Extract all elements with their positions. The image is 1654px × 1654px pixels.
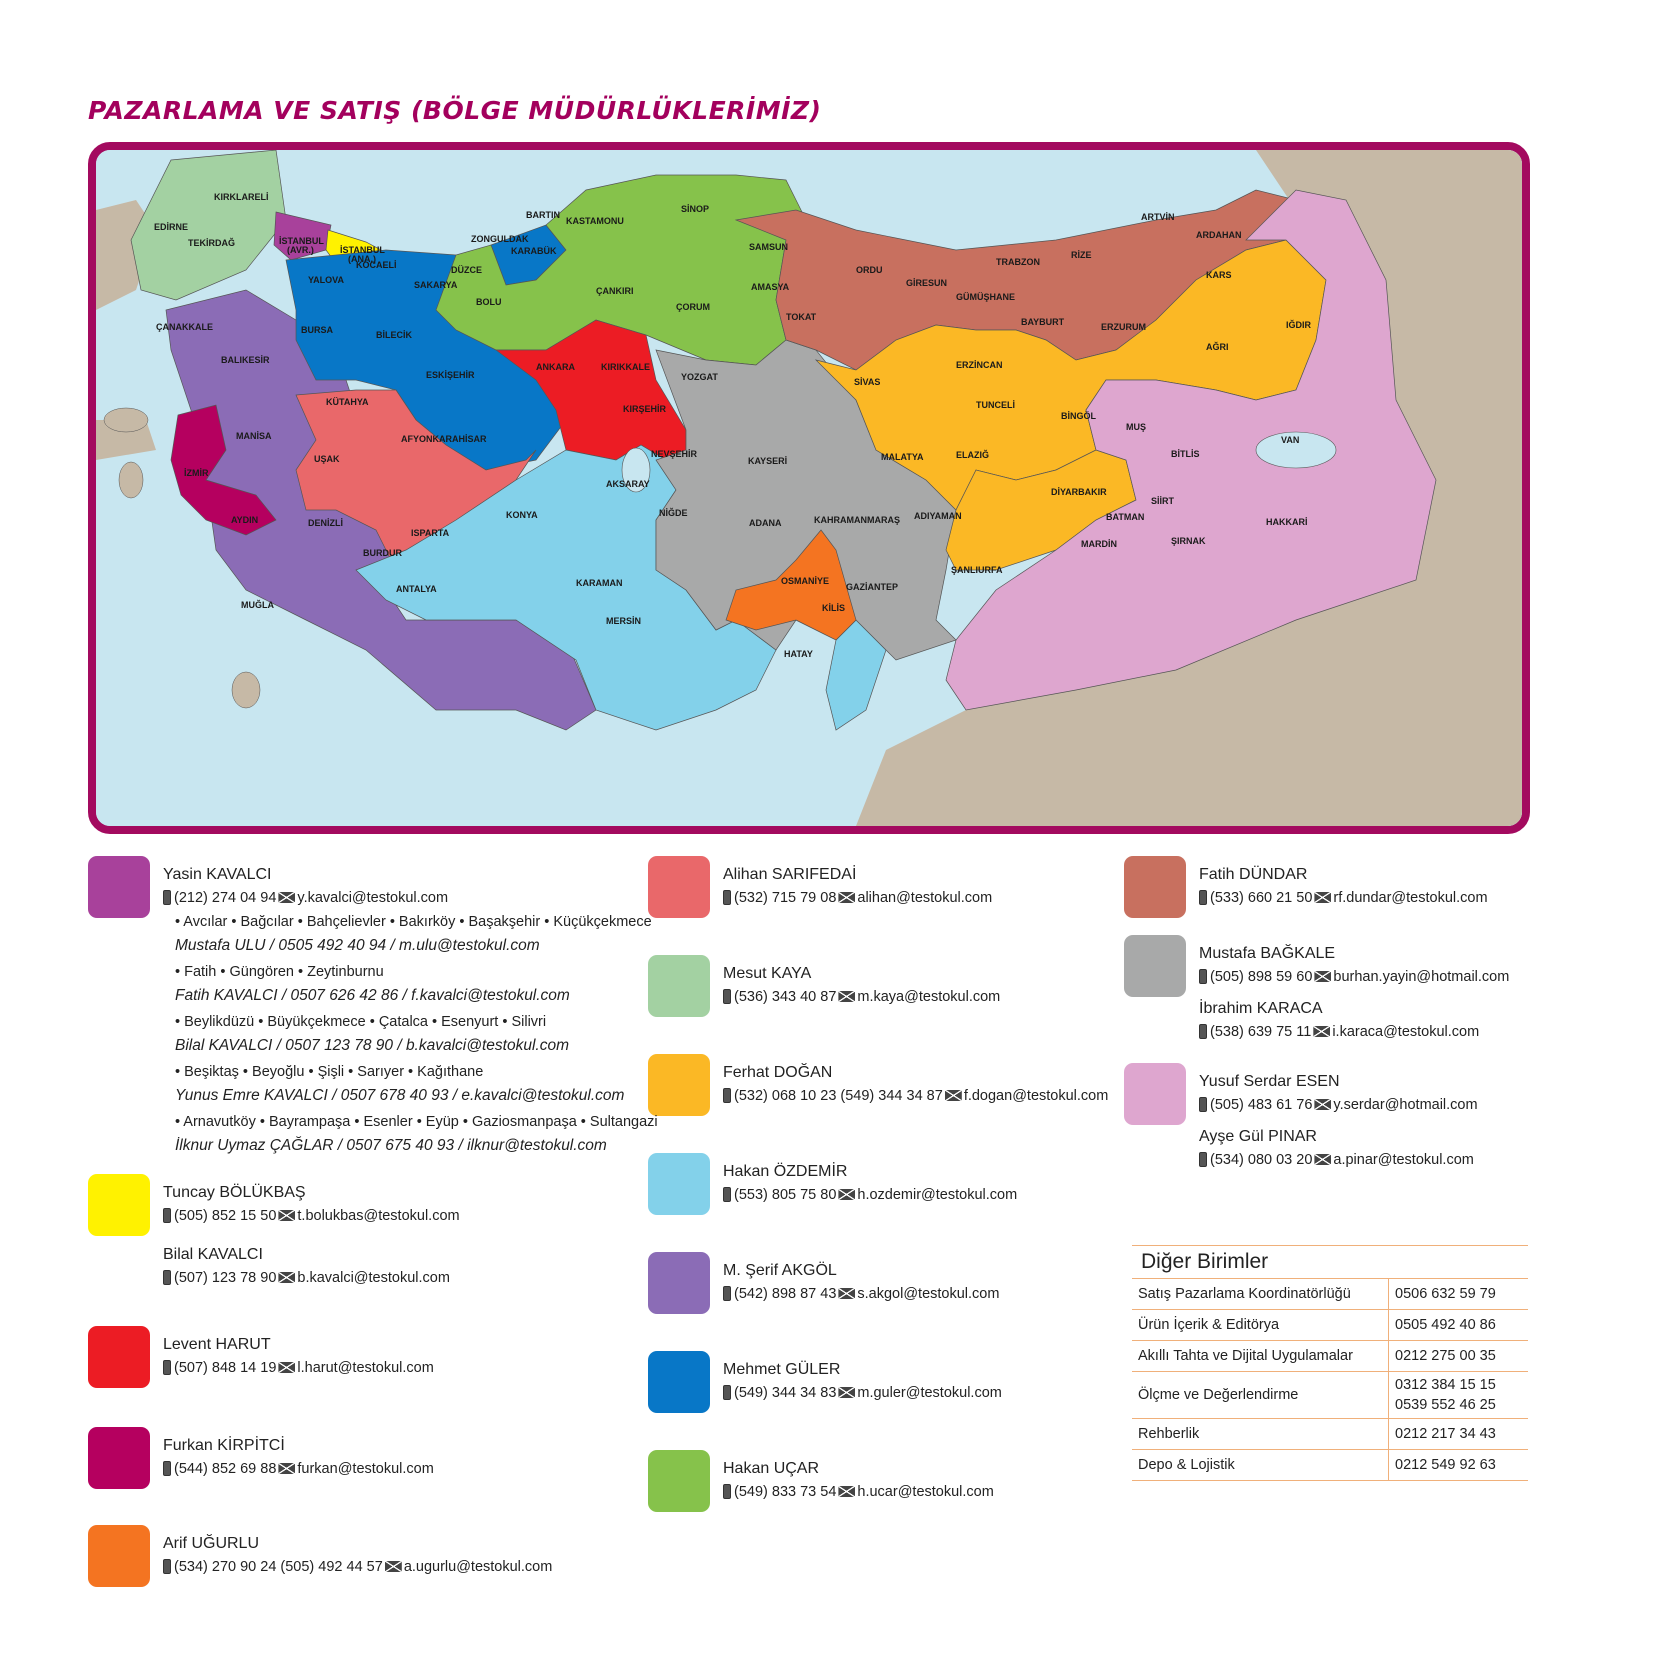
mail-icon bbox=[838, 991, 855, 1002]
contact-line bbox=[723, 1088, 1108, 1104]
province-label: AĞRI bbox=[1206, 342, 1229, 352]
province-label: SAMSUN bbox=[749, 242, 789, 252]
province-label: AYDIN bbox=[231, 515, 259, 525]
province-label: BİTLİS bbox=[1171, 449, 1200, 459]
contact-phone: (507) 848 14 19 bbox=[174, 1360, 277, 1376]
color-swatch bbox=[648, 1054, 710, 1116]
other-units-table bbox=[1132, 1245, 1528, 1481]
province-label: AFYONKARAHİSAR bbox=[401, 434, 487, 444]
map-svg bbox=[96, 150, 1522, 826]
contact-email[interactable]: h.ozdemir@testokul.com bbox=[857, 1187, 1018, 1203]
province-label: UŞAK bbox=[314, 454, 340, 464]
province-label: GİRESUN bbox=[906, 278, 948, 288]
contact-phone: (549) 833 73 54 bbox=[734, 1484, 837, 1500]
color-swatch bbox=[648, 1450, 710, 1512]
province-label: AMASYA bbox=[751, 282, 790, 292]
province-label: GÜMÜŞHANE bbox=[956, 292, 1016, 302]
province-label: ARDAHAN bbox=[1196, 230, 1242, 240]
province-label: KIRŞEHİR bbox=[623, 404, 667, 414]
phone-icon bbox=[1199, 1152, 1207, 1167]
other-unit-row bbox=[1132, 1372, 1528, 1419]
unit-label: Akıllı Tahta ve Dijital Uygulamalar bbox=[1132, 1341, 1389, 1372]
unit-value bbox=[1389, 1341, 1529, 1372]
unit-label: Satış Pazarlama Koordinatörlüğü bbox=[1132, 1279, 1389, 1310]
phone-icon bbox=[723, 890, 731, 905]
province-label: ÇANKIRI bbox=[596, 286, 634, 296]
contact-name: Mehmet GÜLER bbox=[723, 1361, 841, 1378]
district-list: • Fatih • Güngören • Zeytinburnu bbox=[175, 964, 384, 980]
district-list: • Beşiktaş • Beyoğlu • Şişli • Sarıyer • Kağıthane bbox=[175, 1064, 484, 1080]
contact-line bbox=[723, 1286, 999, 1302]
province-label: GAZİANTEP bbox=[846, 582, 899, 592]
contact-email[interactable]: y.serdar@hotmail.com bbox=[1333, 1097, 1478, 1113]
contact-email[interactable]: burhan.yayin@hotmail.com bbox=[1333, 969, 1510, 985]
province-label: KIRKLARELİ bbox=[214, 192, 269, 202]
district-rep: Yunus Emre KAVALCI / 0507 678 40 93 / e.kavalci@testokul.com bbox=[175, 1087, 625, 1104]
district-rep: İlknur Uymaz ÇAĞLAR / 0507 675 40 93 / ilknur@testokul.com bbox=[175, 1137, 607, 1154]
contact-email[interactable]: h.ucar@testokul.com bbox=[857, 1484, 994, 1500]
unit-label: Rehberlik bbox=[1132, 1419, 1389, 1450]
island-rhodes bbox=[232, 672, 260, 708]
province-label: İSTANBUL (AVR.) bbox=[279, 236, 324, 255]
province-label: DENİZLİ bbox=[308, 518, 343, 528]
province-label: ARTVİN bbox=[1141, 212, 1175, 222]
contact-name: Mesut KAYA bbox=[723, 965, 812, 982]
contact-name: Yusuf Serdar ESEN bbox=[1199, 1073, 1340, 1090]
contact-phone: (553) 805 75 80 bbox=[734, 1187, 837, 1203]
province-label: DÜZCE bbox=[451, 265, 482, 275]
province-label: HATAY bbox=[784, 649, 813, 659]
contact-name: Arif UĞURLU bbox=[163, 1535, 260, 1552]
contact-email[interactable]: i.karaca@testokul.com bbox=[1332, 1024, 1480, 1040]
province-label: KAHRAMANMARAŞ bbox=[814, 515, 900, 525]
province-label: ŞIRNAK bbox=[1171, 536, 1206, 546]
province-label: BURDUR bbox=[363, 548, 402, 558]
unit-phone: 0212 549 92 63 bbox=[1395, 1457, 1496, 1473]
contact-phone: (534) 080 03 20 bbox=[1210, 1152, 1313, 1168]
contact-phone: (212) 274 04 94 bbox=[174, 890, 277, 906]
province-label: ADIYAMAN bbox=[914, 511, 962, 521]
other-units-rows bbox=[1132, 1279, 1528, 1481]
contact-phone: (549) 344 34 83 bbox=[734, 1385, 837, 1401]
contact-phone: (532) 068 10 23 (549) 344 34 87 bbox=[734, 1088, 943, 1104]
other-unit-row bbox=[1132, 1310, 1528, 1341]
mail-icon bbox=[1314, 1099, 1331, 1110]
province-label: AKSARAY bbox=[606, 479, 650, 489]
color-swatch bbox=[1124, 935, 1186, 997]
contact-email[interactable]: a.ugurlu@testokul.com bbox=[403, 1559, 553, 1575]
contact-email[interactable]: m.kaya@testokul.com bbox=[857, 989, 1001, 1005]
province-label: BAYBURT bbox=[1021, 317, 1065, 327]
contact-line bbox=[1199, 1024, 1479, 1040]
contact-email[interactable]: alihan@testokul.com bbox=[857, 890, 993, 906]
color-swatch bbox=[1124, 856, 1186, 918]
phone-icon bbox=[723, 1286, 731, 1301]
contact-line bbox=[163, 1461, 434, 1477]
mail-icon bbox=[838, 1288, 855, 1299]
phone-icon bbox=[723, 1484, 731, 1499]
unit-value bbox=[1389, 1419, 1529, 1450]
color-swatch bbox=[648, 1351, 710, 1413]
mail-icon bbox=[838, 892, 855, 903]
contact-phone: (544) 852 69 88 bbox=[174, 1461, 277, 1477]
contact-line bbox=[163, 1208, 460, 1224]
contact-line bbox=[723, 1385, 1002, 1401]
phone-icon bbox=[163, 890, 171, 905]
contact-phone: (533) 660 21 50 bbox=[1210, 890, 1313, 906]
phone-icon bbox=[723, 989, 731, 1004]
contact-name: Ferhat DOĞAN bbox=[723, 1064, 833, 1081]
contact-line bbox=[163, 890, 448, 906]
province-label: ANTALYA bbox=[396, 584, 437, 594]
contact-line bbox=[723, 890, 992, 906]
phone-icon bbox=[723, 1088, 731, 1103]
other-units-title: Diğer Birimler bbox=[1132, 1245, 1528, 1279]
district-rep: Bilal KAVALCI / 0507 123 78 90 / b.kavalci@testokul.com bbox=[175, 1037, 569, 1054]
province-label: KOCAELİ bbox=[356, 260, 397, 270]
contact-email[interactable]: f.dogan@testokul.com bbox=[963, 1088, 1109, 1104]
contact-email[interactable]: y.kavalci@testokul.com bbox=[297, 890, 449, 906]
province-label: TEKİRDAĞ bbox=[188, 238, 235, 248]
unit-phone: 0212 217 34 43 bbox=[1395, 1426, 1496, 1442]
province-label: MERSİN bbox=[606, 616, 642, 626]
province-label: YALOVA bbox=[308, 275, 345, 285]
province-label: BİNGÖL bbox=[1061, 411, 1096, 421]
province-label: BİLECİK bbox=[376, 330, 412, 340]
contact-line bbox=[1199, 1097, 1478, 1113]
phone-icon bbox=[1199, 890, 1207, 905]
contact-line bbox=[1199, 890, 1488, 906]
mail-icon bbox=[385, 1561, 402, 1572]
unit-phone: 0506 632 59 79 bbox=[1395, 1286, 1496, 1302]
contact-line bbox=[723, 1484, 994, 1500]
province-label: MANİSA bbox=[236, 431, 272, 441]
contact-phone: (538) 639 75 11 bbox=[1210, 1024, 1312, 1040]
contact-line bbox=[1199, 1152, 1474, 1168]
contact-phone: (505) 852 15 50 bbox=[174, 1208, 277, 1224]
contact-phone: (536) 343 40 87 bbox=[734, 989, 837, 1005]
mail-icon bbox=[278, 1463, 295, 1474]
contact-name: Alihan SARIFEDAİ bbox=[723, 866, 857, 883]
province-label: ZONGULDAK bbox=[471, 234, 529, 244]
other-unit-row bbox=[1132, 1450, 1528, 1481]
contact-name: İbrahim KARACA bbox=[1199, 1000, 1323, 1017]
contact-line bbox=[163, 1270, 450, 1286]
contact-line bbox=[163, 1360, 434, 1376]
unit-phone: 0505 492 40 86 bbox=[1395, 1317, 1496, 1333]
province-label: ELAZIĞ bbox=[956, 450, 989, 460]
color-swatch bbox=[88, 1427, 150, 1489]
phone-icon bbox=[1199, 969, 1207, 984]
province-label: ANKARA bbox=[536, 362, 575, 372]
province-label: BATMAN bbox=[1106, 512, 1145, 522]
province-label: HAKKARİ bbox=[1266, 517, 1308, 527]
province-label: KASTAMONU bbox=[566, 216, 624, 226]
color-swatch bbox=[88, 1326, 150, 1388]
province-label: SAKARYA bbox=[414, 280, 458, 290]
contact-name: Hakan ÖZDEMİR bbox=[723, 1163, 848, 1180]
unit-phone-2: 0539 552 46 25 bbox=[1395, 1397, 1496, 1413]
contact-line bbox=[163, 1559, 552, 1575]
mail-icon bbox=[278, 1272, 295, 1283]
province-label: KİLİS bbox=[822, 603, 846, 613]
province-label: MALATYA bbox=[881, 452, 924, 462]
province-label: ÇANAKKALE bbox=[156, 322, 213, 332]
unit-value bbox=[1389, 1279, 1529, 1310]
province-label: KARAMAN bbox=[576, 578, 623, 588]
contact-line bbox=[723, 1187, 1017, 1203]
province-label: ISPARTA bbox=[411, 528, 450, 538]
province-label: KARABÜK bbox=[511, 246, 557, 256]
phone-icon bbox=[723, 1385, 731, 1400]
province-label: İZMİR bbox=[184, 468, 209, 478]
province-label: OSMANİYE bbox=[781, 576, 830, 586]
province-label: MUĞLA bbox=[241, 600, 274, 610]
province-label: DİYARBAKIR bbox=[1051, 487, 1107, 497]
province-label: BARTIN bbox=[526, 210, 560, 220]
contact-line bbox=[1199, 969, 1509, 985]
contact-email[interactable]: furkan@testokul.com bbox=[297, 1461, 434, 1477]
province-label: BURSA bbox=[301, 325, 334, 335]
unit-label: Depo & Lojistik bbox=[1132, 1450, 1389, 1481]
contact-name: Levent HARUT bbox=[163, 1336, 271, 1353]
province-label: TOKAT bbox=[786, 312, 817, 322]
other-unit-row bbox=[1132, 1419, 1528, 1450]
other-unit-row bbox=[1132, 1341, 1528, 1372]
mail-icon bbox=[278, 892, 295, 903]
province-label: VAN bbox=[1281, 435, 1300, 445]
contact-email[interactable]: m.guler@testokul.com bbox=[857, 1385, 1002, 1401]
province-label: IĞDIR bbox=[1286, 320, 1312, 330]
phone-icon bbox=[163, 1559, 171, 1574]
mail-icon bbox=[278, 1362, 295, 1373]
contact-phone: (542) 898 87 43 bbox=[734, 1286, 837, 1302]
phone-icon bbox=[163, 1270, 171, 1285]
province-label: SİİRT bbox=[1151, 496, 1175, 506]
color-swatch bbox=[88, 856, 150, 918]
province-label: KIRIKKALE bbox=[601, 362, 650, 372]
contact-phone: (505) 483 61 76 bbox=[1210, 1097, 1313, 1113]
unit-value bbox=[1389, 1372, 1529, 1419]
island-lesbos bbox=[104, 408, 148, 432]
contact-phone: (532) 715 79 08 bbox=[734, 890, 837, 906]
province-label: ERZURUM bbox=[1101, 322, 1146, 332]
other-unit-row bbox=[1132, 1279, 1528, 1310]
contact-name: Furkan KİRPİTCİ bbox=[163, 1437, 285, 1454]
contact-name: Hakan UÇAR bbox=[723, 1460, 820, 1477]
contact-email[interactable]: b.kavalci@testokul.com bbox=[297, 1270, 450, 1286]
unit-label: Ürün İçerik & Editörya bbox=[1132, 1310, 1389, 1341]
district-rep: Mustafa ULU / 0505 492 40 94 / m.ulu@testokul.com bbox=[175, 937, 540, 954]
mail-icon bbox=[838, 1387, 855, 1398]
color-swatch bbox=[1124, 1063, 1186, 1125]
color-swatch bbox=[648, 955, 710, 1017]
contact-email[interactable]: t.bolukbas@testokul.com bbox=[297, 1208, 460, 1224]
contact-name: Yasin KAVALCI bbox=[163, 866, 272, 883]
contact-name: Fatih DÜNDAR bbox=[1199, 866, 1308, 883]
color-swatch bbox=[648, 856, 710, 918]
province-label: ÇORUM bbox=[676, 302, 710, 312]
province-label: MUŞ bbox=[1126, 422, 1146, 432]
page-title: PAZARLAMA VE SATIŞ (BÖLGE MÜDÜRLÜKLERİMİZ) bbox=[88, 96, 822, 125]
phone-icon bbox=[163, 1461, 171, 1476]
province-label: ERZİNCAN bbox=[956, 360, 1003, 370]
color-swatch bbox=[88, 1174, 150, 1236]
contact-email[interactable]: a.pinar@testokul.com bbox=[1333, 1152, 1474, 1168]
province-label: KONYA bbox=[506, 510, 538, 520]
contact-name: Tuncay BÖLÜKBAŞ bbox=[163, 1184, 306, 1201]
contact-phone: (507) 123 78 90 bbox=[174, 1270, 277, 1286]
district-rep: Fatih KAVALCI / 0507 626 42 86 / f.kavalci@testokul.com bbox=[175, 987, 570, 1004]
phone-icon bbox=[723, 1187, 731, 1202]
contact-phone: (505) 898 59 60 bbox=[1210, 969, 1313, 985]
contact-phone: (534) 270 90 24 (505) 492 44 57 bbox=[174, 1559, 383, 1575]
mail-icon bbox=[1314, 971, 1331, 982]
province-label: EDİRNE bbox=[154, 222, 189, 232]
contact-email[interactable]: l.harut@testokul.com bbox=[297, 1360, 434, 1376]
phone-icon bbox=[1199, 1097, 1207, 1112]
unit-phone: 0212 275 00 35 bbox=[1395, 1348, 1496, 1364]
contact-name: Bilal KAVALCI bbox=[163, 1246, 263, 1263]
province-label: KAYSERİ bbox=[748, 456, 788, 466]
mail-icon bbox=[278, 1210, 295, 1221]
province-label: ORDU bbox=[856, 265, 883, 275]
district-list: • Arnavutköy • Bayrampaşa • Esenler • Eyüp • Gaziosmanpaşa • Sultangazi bbox=[175, 1114, 658, 1130]
contact-name: M. Şerif AKGÖL bbox=[723, 1262, 837, 1279]
province-label: İSTANBUL (ANA.) bbox=[340, 245, 385, 264]
phone-icon bbox=[163, 1208, 171, 1223]
province-label: KARS bbox=[1206, 270, 1232, 280]
district-list: • Avcılar • Bağcılar • Bahçelievler • Bakırköy • Başakşehir • Küçükçekmece bbox=[175, 914, 652, 930]
island-chios bbox=[119, 462, 143, 498]
mail-icon bbox=[838, 1189, 855, 1200]
contact-name: Mustafa BAĞKALE bbox=[1199, 945, 1336, 962]
province-label: BALIKESİR bbox=[221, 355, 270, 365]
province-label: ŞANLIURFA bbox=[951, 565, 1003, 575]
phone-icon bbox=[163, 1360, 171, 1375]
province-label: ESKİŞEHİR bbox=[426, 370, 475, 380]
contact-email[interactable]: s.akgol@testokul.com bbox=[857, 1286, 1000, 1302]
province-label: SİVAS bbox=[854, 377, 881, 387]
province-label: NEVŞEHİR bbox=[651, 449, 698, 459]
unit-value bbox=[1389, 1450, 1529, 1481]
contact-name: Ayşe Gül PINAR bbox=[1199, 1128, 1317, 1145]
province-label: MARDİN bbox=[1081, 539, 1117, 549]
color-swatch bbox=[88, 1525, 150, 1587]
unit-value bbox=[1389, 1310, 1529, 1341]
contact-line bbox=[723, 989, 1000, 1005]
province-label: NİĞDE bbox=[659, 508, 688, 518]
color-swatch bbox=[648, 1153, 710, 1215]
turkey-map bbox=[88, 142, 1530, 834]
province-label: TRABZON bbox=[996, 257, 1040, 267]
province-label: KÜTAHYA bbox=[326, 397, 369, 407]
mail-icon bbox=[1314, 1154, 1331, 1165]
color-swatch bbox=[648, 1252, 710, 1314]
province-label: TUNCELİ bbox=[976, 400, 1015, 410]
mail-icon bbox=[1313, 1026, 1330, 1037]
contact-email[interactable]: rf.dundar@testokul.com bbox=[1333, 890, 1488, 906]
phone-icon bbox=[1199, 1024, 1207, 1039]
unit-phone: 0312 384 15 15 bbox=[1395, 1377, 1496, 1393]
mail-icon bbox=[945, 1090, 962, 1101]
mail-icon bbox=[1314, 892, 1331, 903]
province-label: RİZE bbox=[1071, 250, 1092, 260]
unit-label: Ölçme ve Değerlendirme bbox=[1132, 1372, 1389, 1419]
province-label: ADANA bbox=[749, 518, 782, 528]
province-label: BOLU bbox=[476, 297, 502, 307]
mail-icon bbox=[838, 1486, 855, 1497]
province-label: SİNOP bbox=[681, 204, 710, 214]
province-label: YOZGAT bbox=[681, 372, 718, 382]
district-list: • Beylikdüzü • Büyükçekmece • Çatalca • Esenyurt • Silivri bbox=[175, 1014, 547, 1030]
